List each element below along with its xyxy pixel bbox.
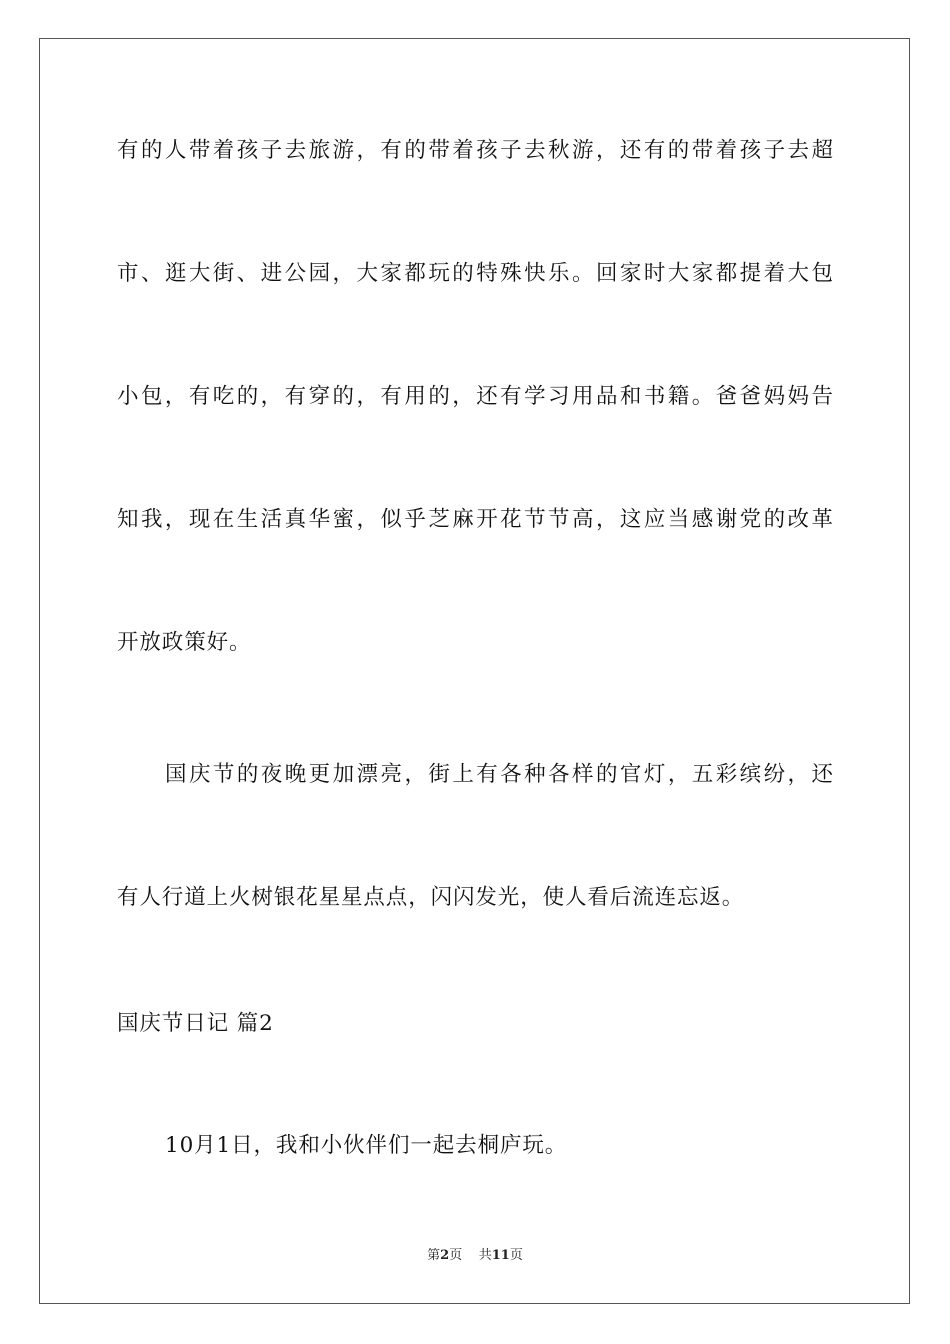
paragraph-line: 有人行道上火树银花星星点点，闪闪发光，使人看后流连忘返。 xyxy=(117,885,745,910)
paragraph-line: 开放政策好。 xyxy=(117,630,252,655)
page-frame xyxy=(39,38,910,1304)
footer-page-mid: 页 共 xyxy=(449,1248,492,1263)
footer-page-total: 11 xyxy=(491,1248,510,1263)
page-footer xyxy=(0,1247,950,1265)
paragraph-line: 小包，有吃的，有穿的，有用的，还有学习用品和书籍。爸爸妈妈告 xyxy=(117,384,833,409)
section-heading: 国庆节日记 篇2 xyxy=(117,1011,274,1036)
footer-page-current: 2 xyxy=(440,1248,450,1263)
paragraph-line: 有的人带着孩子去旅游，有的带着孩子去秋游，还有的带着孩子去超 xyxy=(117,138,833,163)
paragraph-line: 国庆节的夜晚更加漂亮，街上有各种各样的官灯，五彩缤纷，还 xyxy=(165,762,833,787)
paragraph-line: 市、逛大街、进公园，大家都玩的特殊快乐。回家时大家都提着大包 xyxy=(117,261,833,286)
paragraph-line: 10月1日，我和小伙伴们一起去桐庐玩。 xyxy=(165,1133,568,1158)
paragraph-line: 知我，现在生活真华蜜，似乎芝麻开花节节高，这应当感谢党的改革 xyxy=(117,507,833,532)
footer-page-prefix: 第 xyxy=(427,1248,441,1263)
footer-page-suffix: 页 xyxy=(509,1248,523,1263)
